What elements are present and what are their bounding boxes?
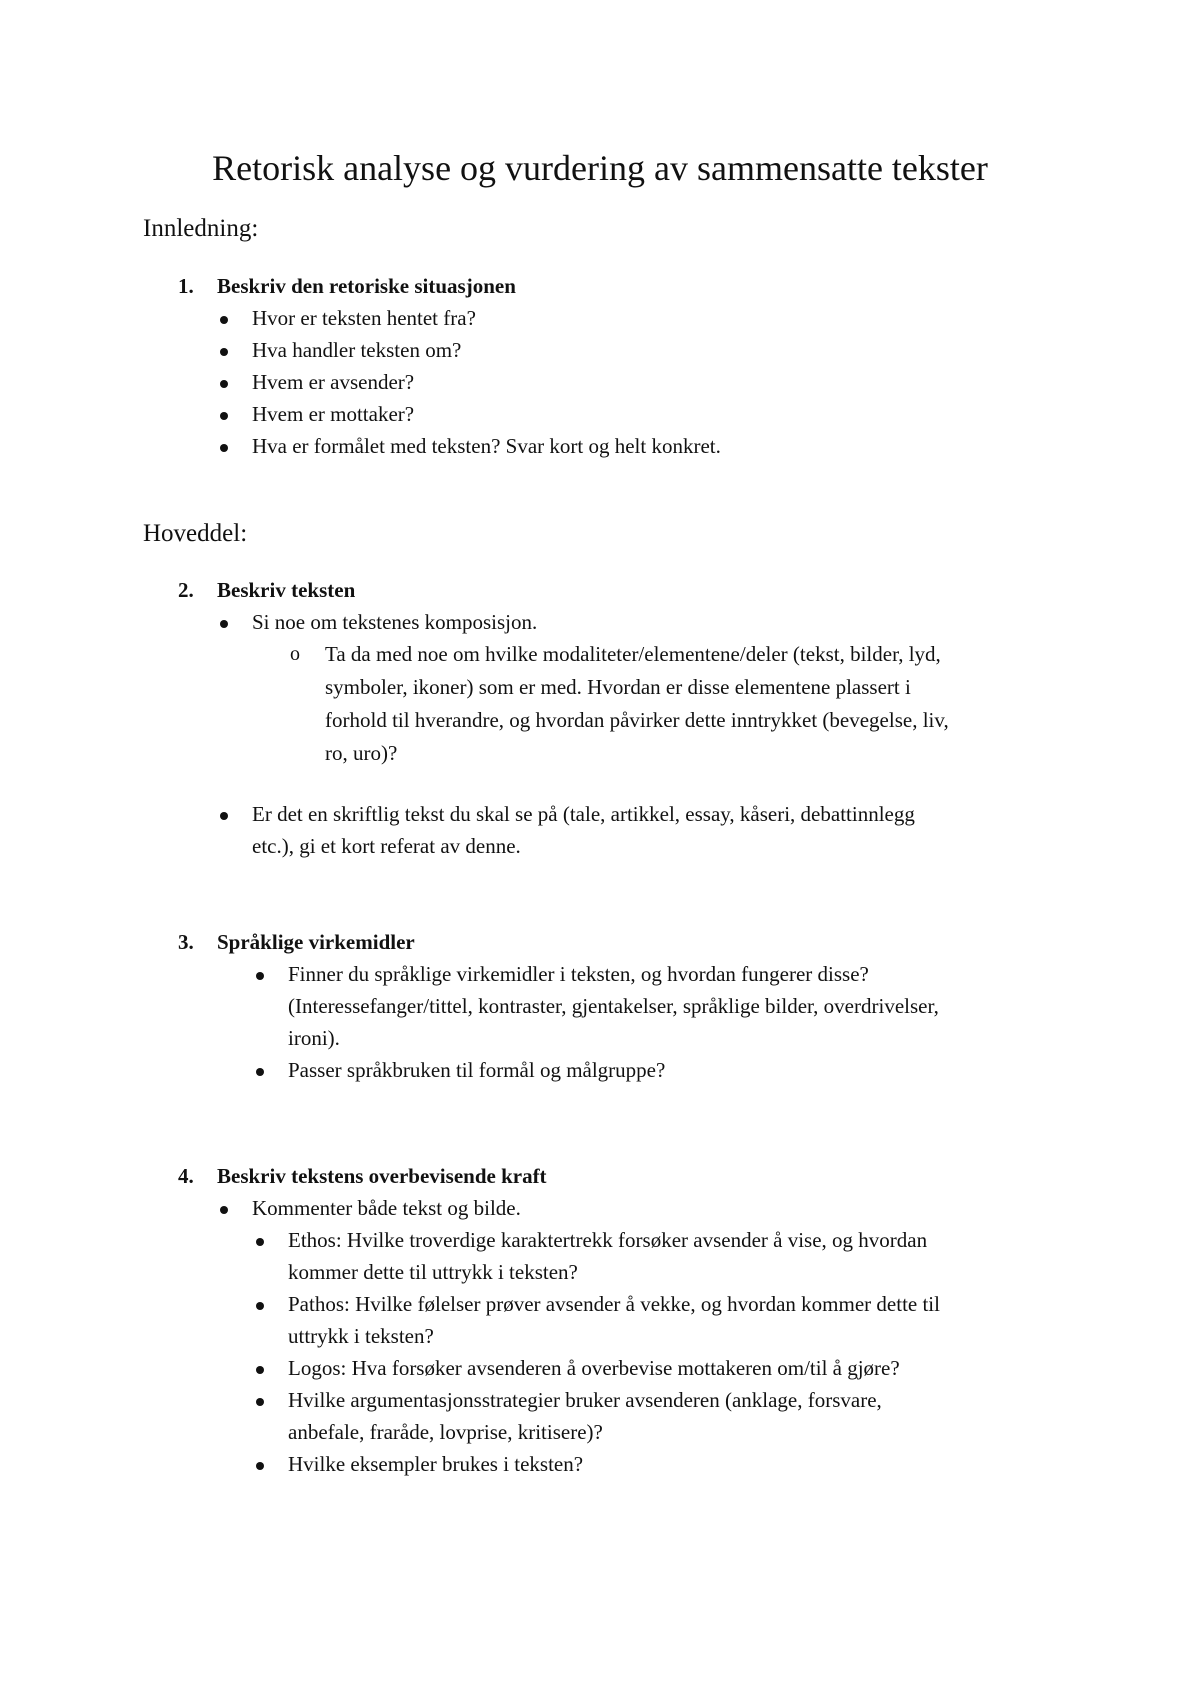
list-item-line: ironi). [288, 1026, 340, 1050]
sub-list-item-line: Pathos: Hvilke følelser prøver avsender å vekke, og hvordan kommer dette til [288, 1292, 940, 1316]
bullet-icon [256, 972, 264, 980]
section-4-heading: Beskriv tekstens overbevisende kraft [217, 1164, 547, 1188]
list-item-line: Finner du språklige virkemidler i teksten, og hvordan fungerer disse? [288, 962, 869, 986]
list-item: Si noe om tekstenes komposisjon. [252, 610, 538, 634]
sub-list-item-line: Ta da med noe om hvilke modaliteter/elementene/deler (tekst, bilder, lyd, [325, 642, 941, 666]
sub-list-item-line: ro, uro)? [325, 741, 398, 765]
bullet-icon [220, 380, 228, 388]
sub-list-item-line: kommer dette til uttrykk i teksten? [288, 1260, 578, 1284]
bullet-icon [220, 812, 228, 820]
bullet-icon [220, 348, 228, 356]
list-item-line: (Interessefanger/tittel, kontraster, gjentakelser, språklige bilder, overdrivelser, [288, 994, 939, 1018]
list-item: Hvem er mottaker? [252, 402, 415, 426]
list-item-line: Er det en skriftlig tekst du skal se på (tale, artikkel, essay, kåseri, debattinnlegg [252, 802, 915, 826]
list-item: Passer språkbruken til formål og målgruppe? [288, 1058, 666, 1082]
sub-list-item-line: anbefale, fraråde, lovprise, kritisere)? [288, 1420, 603, 1444]
sub-list-item-line: Hvilke eksempler brukes i teksten? [288, 1452, 584, 1476]
list-item: Hva handler teksten om? [252, 338, 462, 362]
bullet-icon [256, 1068, 264, 1076]
list-item: Kommenter både tekst og bilde. [252, 1196, 521, 1220]
section-2-number: 2. [178, 578, 194, 602]
sub-list-item-line: Ethos: Hvilke troverdige karaktertrekk forsøker avsender å vise, og hvordan [288, 1228, 928, 1252]
list-item-line: etc.), gi et kort referat av denne. [252, 834, 521, 858]
section-1-heading: Beskriv den retoriske situasjonen [217, 274, 516, 298]
sub-list-item-line: Logos: Hva forsøker avsenderen å overbevise mottakeren om/til å gjøre? [288, 1356, 900, 1380]
sub-list-item-line: symboler, ikoner) som er med. Hvordan er disse elementene plassert i [325, 675, 911, 699]
bullet-icon [256, 1238, 264, 1246]
circle-marker-icon: o [290, 643, 300, 665]
main-heading: Hoveddel: [143, 520, 248, 547]
bullet-icon [256, 1462, 264, 1470]
bullet-icon [220, 1206, 228, 1214]
sub-list-item-line: uttrykk i teksten? [288, 1324, 434, 1348]
sub-list-item-line: forhold til hverandre, og hvordan påvirker dette inntrykket (bevegelse, liv, [325, 708, 949, 732]
intro-heading: Innledning: [143, 215, 259, 242]
section-3-number: 3. [178, 930, 194, 954]
section-2-heading: Beskriv teksten [217, 578, 356, 602]
bullet-icon [220, 412, 228, 420]
list-item: Hvem er avsender? [252, 370, 415, 394]
section-4-number: 4. [178, 1164, 194, 1188]
sub-list-item-line: Hvilke argumentasjonsstrategier bruker avsenderen (anklage, forsvare, [288, 1388, 882, 1412]
bullet-icon [256, 1366, 264, 1374]
section-1-number: 1. [178, 274, 194, 298]
bullet-icon [220, 444, 228, 452]
bullet-icon [256, 1302, 264, 1310]
list-item: Hva er formålet med teksten? Svar kort og helt konkret. [252, 434, 721, 458]
section-3-heading: Språklige virkemidler [217, 930, 415, 954]
bullet-icon [220, 620, 228, 628]
bullet-icon [256, 1398, 264, 1406]
bullet-icon [220, 316, 228, 324]
list-item: Hvor er teksten hentet fra? [252, 306, 476, 330]
document-title: Retorisk analyse og vurdering av sammensatte tekster [212, 148, 988, 188]
